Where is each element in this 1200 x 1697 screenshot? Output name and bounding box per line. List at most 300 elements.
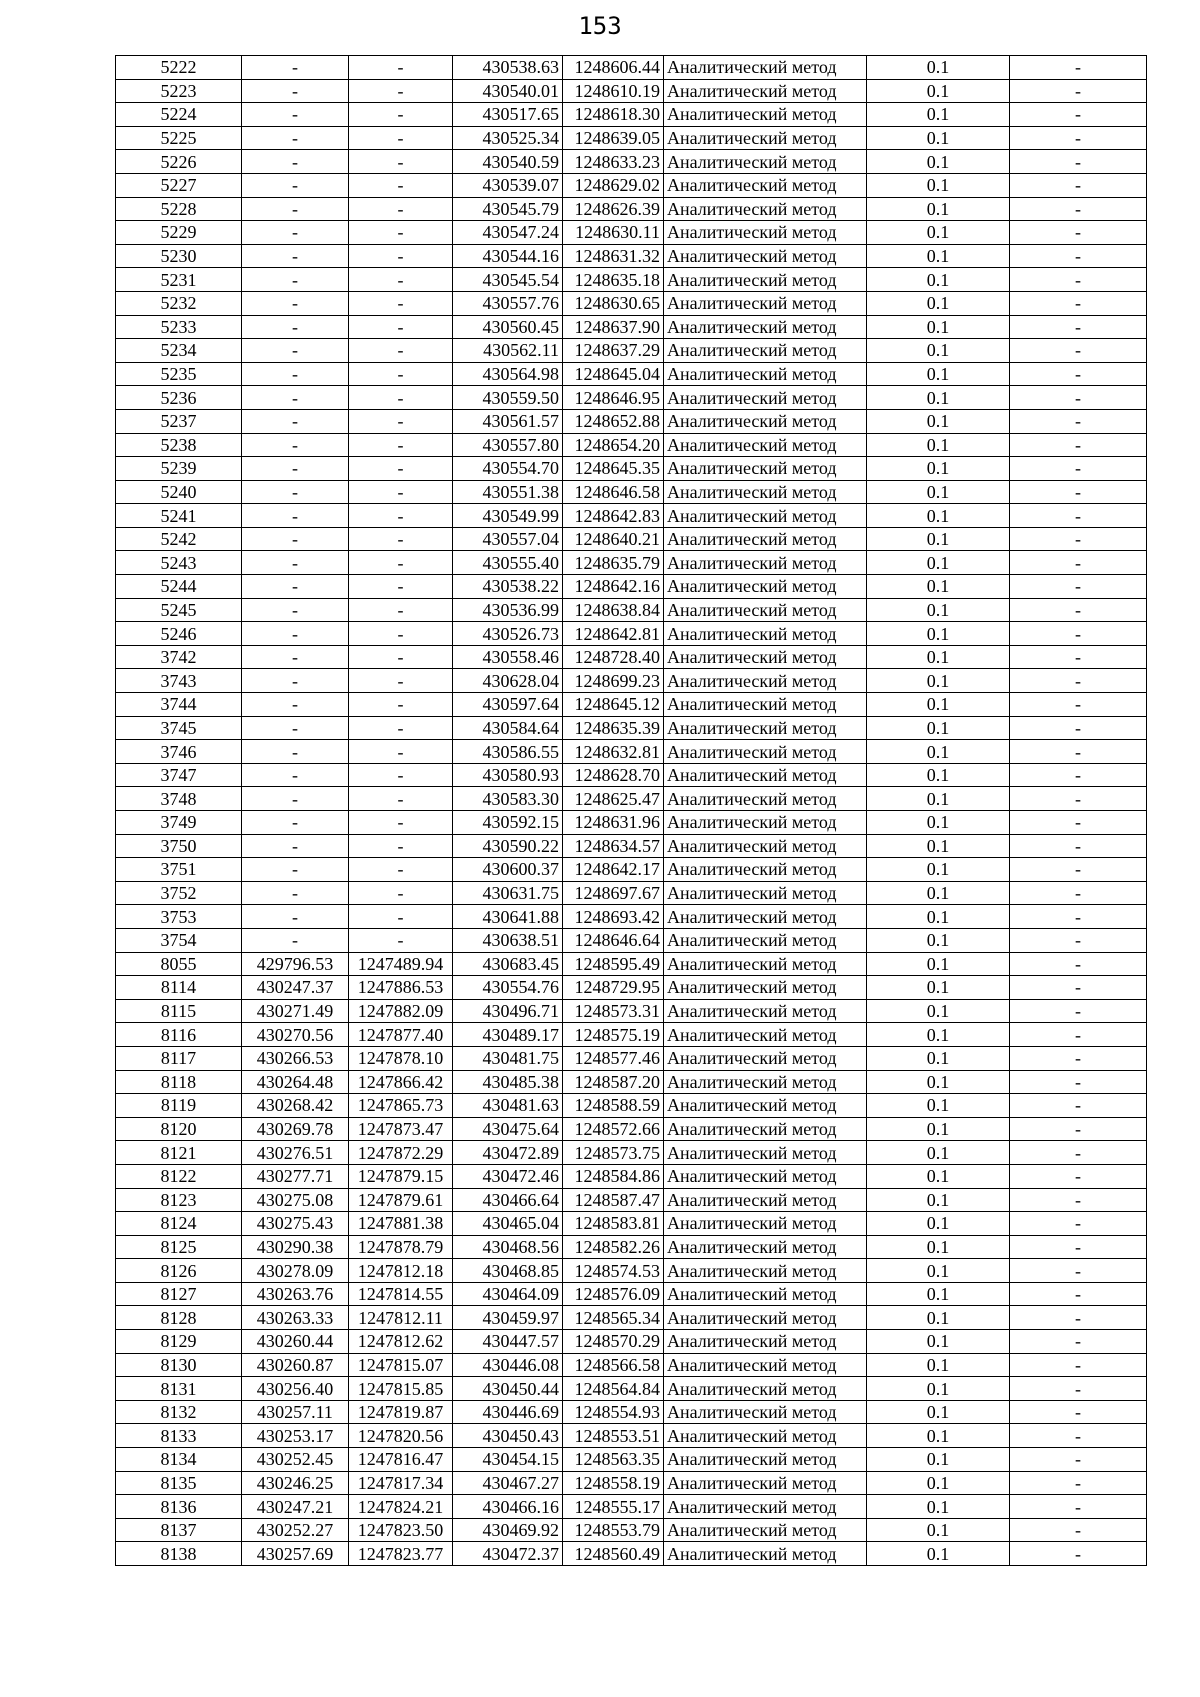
cell-new-x: 430561.57 <box>453 409 563 433</box>
cell-method: Аналитический метод <box>664 999 867 1023</box>
cell-new-x: 430536.99 <box>453 598 563 622</box>
cell-new-x: 430628.04 <box>453 669 563 693</box>
table-row <box>116 928 1147 952</box>
cell-point-number: 5230 <box>116 244 242 268</box>
cell-old-x: - <box>242 622 349 646</box>
table-row <box>116 504 1147 528</box>
cell-point-number: 8121 <box>116 1141 242 1165</box>
cell-old-x: - <box>242 527 349 551</box>
table-row <box>116 1471 1147 1495</box>
cell-new-x: 430597.64 <box>453 693 563 717</box>
cell-method: Аналитический метод <box>664 173 867 197</box>
cell-method: Аналитический метод <box>664 1542 867 1566</box>
cell-old-x: 430253.17 <box>242 1424 349 1448</box>
cell-note: - <box>1010 173 1147 197</box>
cell-point-number: 8116 <box>116 1023 242 1047</box>
cell-accuracy: 0.1 <box>867 103 1010 127</box>
cell-old-x: 430271.49 <box>242 999 349 1023</box>
cell-new-x: 430555.40 <box>453 551 563 575</box>
cell-new-x: 430554.76 <box>453 976 563 1000</box>
cell-note: - <box>1010 1400 1147 1424</box>
cell-note: - <box>1010 952 1147 976</box>
table-row <box>116 1282 1147 1306</box>
cell-method: Аналитический метод <box>664 1330 867 1354</box>
cell-new-x: 430472.37 <box>453 1542 563 1566</box>
cell-old-y: - <box>349 598 453 622</box>
cell-old-y: 1247877.40 <box>349 1023 453 1047</box>
cell-new-y: 1248587.20 <box>563 1070 664 1094</box>
cell-new-y: 1248554.93 <box>563 1400 664 1424</box>
table-row <box>116 362 1147 386</box>
cell-old-y: 1247812.18 <box>349 1259 453 1283</box>
table-row <box>116 1070 1147 1094</box>
table-row <box>116 1448 1147 1472</box>
cell-old-y: - <box>349 197 453 221</box>
cell-old-x: 430275.08 <box>242 1188 349 1212</box>
cell-note: - <box>1010 1495 1147 1519</box>
cell-accuracy: 0.1 <box>867 1259 1010 1283</box>
cell-accuracy: 0.1 <box>867 952 1010 976</box>
cell-method: Аналитический метод <box>664 457 867 481</box>
table-row <box>116 1518 1147 1542</box>
table-row <box>116 1542 1147 1566</box>
cell-point-number: 5240 <box>116 480 242 504</box>
cell-accuracy: 0.1 <box>867 1330 1010 1354</box>
cell-old-x: - <box>242 787 349 811</box>
table-row <box>116 173 1147 197</box>
cell-note: - <box>1010 716 1147 740</box>
cell-point-number: 5227 <box>116 173 242 197</box>
cell-accuracy: 0.1 <box>867 551 1010 575</box>
cell-new-x: 430525.34 <box>453 126 563 150</box>
cell-old-y: - <box>349 811 453 835</box>
cell-old-y: 1247873.47 <box>349 1117 453 1141</box>
cell-method: Аналитический метод <box>664 1117 867 1141</box>
table-row <box>116 905 1147 929</box>
cell-new-x: 430465.04 <box>453 1212 563 1236</box>
cell-new-y: 1248577.46 <box>563 1046 664 1070</box>
cell-new-y: 1248631.96 <box>563 811 664 835</box>
cell-method: Аналитический метод <box>664 1094 867 1118</box>
cell-note: - <box>1010 221 1147 245</box>
cell-new-x: 430496.71 <box>453 999 563 1023</box>
cell-new-y: 1248572.66 <box>563 1117 664 1141</box>
cell-point-number: 8131 <box>116 1377 242 1401</box>
cell-point-number: 3744 <box>116 693 242 717</box>
table-row <box>116 1353 1147 1377</box>
cell-method: Аналитический метод <box>664 433 867 457</box>
cell-old-x: 430247.37 <box>242 976 349 1000</box>
cell-accuracy: 0.1 <box>867 1306 1010 1330</box>
cell-method: Аналитический метод <box>664 1070 867 1094</box>
cell-old-x: 430275.43 <box>242 1212 349 1236</box>
cell-method: Аналитический метод <box>664 315 867 339</box>
cell-accuracy: 0.1 <box>867 787 1010 811</box>
cell-method: Аналитический метод <box>664 1188 867 1212</box>
cell-note: - <box>1010 858 1147 882</box>
cell-new-x: 430558.46 <box>453 645 563 669</box>
cell-point-number: 3750 <box>116 834 242 858</box>
cell-old-x: - <box>242 598 349 622</box>
cell-new-x: 430446.69 <box>453 1400 563 1424</box>
cell-old-x: - <box>242 339 349 363</box>
cell-old-x: 430270.56 <box>242 1023 349 1047</box>
table-row <box>116 56 1147 80</box>
cell-accuracy: 0.1 <box>867 1023 1010 1047</box>
table-row <box>116 1164 1147 1188</box>
cell-old-y: - <box>349 433 453 457</box>
cell-new-y: 1248631.32 <box>563 244 664 268</box>
cell-method: Аналитический метод <box>664 1400 867 1424</box>
cell-old-y: - <box>349 221 453 245</box>
cell-old-y: - <box>349 504 453 528</box>
table-row <box>116 1212 1147 1236</box>
cell-new-y: 1248573.31 <box>563 999 664 1023</box>
cell-note: - <box>1010 787 1147 811</box>
cell-new-x: 430464.09 <box>453 1282 563 1306</box>
cell-method: Аналитический метод <box>664 1141 867 1165</box>
cell-new-y: 1248642.17 <box>563 858 664 882</box>
cell-new-x: 430551.38 <box>453 480 563 504</box>
cell-old-y: 1247820.56 <box>349 1424 453 1448</box>
cell-new-y: 1248610.19 <box>563 79 664 103</box>
cell-new-y: 1248587.47 <box>563 1188 664 1212</box>
cell-method: Аналитический метод <box>664 1377 867 1401</box>
cell-method: Аналитический метод <box>664 1518 867 1542</box>
table-row <box>116 811 1147 835</box>
cell-new-y: 1248646.64 <box>563 928 664 952</box>
cell-note: - <box>1010 1471 1147 1495</box>
cell-point-number: 3747 <box>116 763 242 787</box>
cell-method: Аналитический метод <box>664 905 867 929</box>
cell-old-x: 430290.38 <box>242 1235 349 1259</box>
cell-accuracy: 0.1 <box>867 362 1010 386</box>
cell-new-x: 430468.56 <box>453 1235 563 1259</box>
cell-old-y: 1247819.87 <box>349 1400 453 1424</box>
cell-point-number: 8130 <box>116 1353 242 1377</box>
cell-note: - <box>1010 1023 1147 1047</box>
cell-new-x: 430472.46 <box>453 1164 563 1188</box>
table-row <box>116 1023 1147 1047</box>
cell-accuracy: 0.1 <box>867 1518 1010 1542</box>
cell-point-number: 8134 <box>116 1448 242 1472</box>
cell-point-number: 5239 <box>116 457 242 481</box>
cell-note: - <box>1010 1306 1147 1330</box>
cell-method: Аналитический метод <box>664 291 867 315</box>
cell-method: Аналитический метод <box>664 1164 867 1188</box>
table-row <box>116 339 1147 363</box>
cell-note: - <box>1010 1259 1147 1283</box>
cell-new-x: 430489.17 <box>453 1023 563 1047</box>
table-row <box>116 527 1147 551</box>
cell-old-x: 430268.42 <box>242 1094 349 1118</box>
cell-note: - <box>1010 291 1147 315</box>
cell-new-x: 430557.80 <box>453 433 563 457</box>
cell-accuracy: 0.1 <box>867 79 1010 103</box>
table-row <box>116 1424 1147 1448</box>
cell-new-y: 1248646.95 <box>563 386 664 410</box>
cell-accuracy: 0.1 <box>867 1094 1010 1118</box>
table-row <box>116 1094 1147 1118</box>
cell-accuracy: 0.1 <box>867 433 1010 457</box>
cell-old-y: - <box>349 575 453 599</box>
cell-old-x: - <box>242 834 349 858</box>
cell-point-number: 5224 <box>116 103 242 127</box>
cell-new-x: 430545.54 <box>453 268 563 292</box>
cell-new-y: 1248584.86 <box>563 1164 664 1188</box>
cell-point-number: 3754 <box>116 928 242 952</box>
cell-note: - <box>1010 1424 1147 1448</box>
cell-point-number: 8117 <box>116 1046 242 1070</box>
table-row <box>116 693 1147 717</box>
cell-accuracy: 0.1 <box>867 56 1010 80</box>
cell-note: - <box>1010 669 1147 693</box>
table-body <box>116 56 1147 1566</box>
table-row <box>116 480 1147 504</box>
cell-note: - <box>1010 551 1147 575</box>
cell-old-y: - <box>349 881 453 905</box>
cell-old-y: 1247823.50 <box>349 1518 453 1542</box>
cell-point-number: 8135 <box>116 1471 242 1495</box>
cell-new-x: 430466.64 <box>453 1188 563 1212</box>
cell-old-y: 1247866.42 <box>349 1070 453 1094</box>
cell-note: - <box>1010 457 1147 481</box>
table-row <box>116 79 1147 103</box>
cell-new-y: 1248646.58 <box>563 480 664 504</box>
cell-accuracy: 0.1 <box>867 244 1010 268</box>
cell-method: Аналитический метод <box>664 1353 867 1377</box>
cell-note: - <box>1010 598 1147 622</box>
cell-new-x: 430540.01 <box>453 79 563 103</box>
cell-new-x: 430472.89 <box>453 1141 563 1165</box>
cell-note: - <box>1010 386 1147 410</box>
cell-point-number: 8115 <box>116 999 242 1023</box>
cell-old-y: - <box>349 291 453 315</box>
cell-note: - <box>1010 881 1147 905</box>
cell-old-x: 430263.33 <box>242 1306 349 1330</box>
cell-new-y: 1248642.16 <box>563 575 664 599</box>
cell-point-number: 3742 <box>116 645 242 669</box>
cell-old-y: - <box>349 150 453 174</box>
cell-old-x: 430257.69 <box>242 1542 349 1566</box>
cell-point-number: 5244 <box>116 575 242 599</box>
table-row <box>116 740 1147 764</box>
cell-old-y: - <box>349 457 453 481</box>
table-row <box>116 1400 1147 1424</box>
cell-old-y: - <box>349 103 453 127</box>
cell-accuracy: 0.1 <box>867 457 1010 481</box>
cell-new-y: 1248729.95 <box>563 976 664 1000</box>
cell-old-y: - <box>349 126 453 150</box>
cell-point-number: 5241 <box>116 504 242 528</box>
cell-new-y: 1248618.30 <box>563 103 664 127</box>
cell-accuracy: 0.1 <box>867 622 1010 646</box>
cell-accuracy: 0.1 <box>867 1117 1010 1141</box>
cell-note: - <box>1010 79 1147 103</box>
cell-old-y: - <box>349 693 453 717</box>
cell-new-y: 1248563.35 <box>563 1448 664 1472</box>
cell-new-y: 1248645.12 <box>563 693 664 717</box>
cell-new-x: 430538.22 <box>453 575 563 599</box>
cell-accuracy: 0.1 <box>867 740 1010 764</box>
table-row <box>116 457 1147 481</box>
cell-new-x: 430600.37 <box>453 858 563 882</box>
cell-old-x: - <box>242 409 349 433</box>
cell-new-y: 1248637.90 <box>563 315 664 339</box>
table-row <box>116 1259 1147 1283</box>
cell-method: Аналитический метод <box>664 787 867 811</box>
table-row <box>116 1330 1147 1354</box>
cell-old-y: 1247878.10 <box>349 1046 453 1070</box>
cell-accuracy: 0.1 <box>867 291 1010 315</box>
cell-note: - <box>1010 1094 1147 1118</box>
cell-old-y: 1247879.15 <box>349 1164 453 1188</box>
cell-method: Аналитический метод <box>664 622 867 646</box>
cell-old-y: 1247886.53 <box>349 976 453 1000</box>
cell-new-y: 1248564.84 <box>563 1377 664 1401</box>
cell-method: Аналитический метод <box>664 693 867 717</box>
cell-note: - <box>1010 740 1147 764</box>
cell-point-number: 8119 <box>116 1094 242 1118</box>
cell-old-x: - <box>242 905 349 929</box>
cell-note: - <box>1010 1070 1147 1094</box>
table-row <box>116 858 1147 882</box>
cell-method: Аналитический метод <box>664 221 867 245</box>
cell-method: Аналитический метод <box>664 409 867 433</box>
cell-method: Аналитический метод <box>664 1495 867 1519</box>
cell-note: - <box>1010 976 1147 1000</box>
cell-old-y: - <box>349 56 453 80</box>
cell-point-number: 8118 <box>116 1070 242 1094</box>
cell-accuracy: 0.1 <box>867 221 1010 245</box>
cell-new-y: 1248699.23 <box>563 669 664 693</box>
table-row <box>116 409 1147 433</box>
table-row <box>116 433 1147 457</box>
cell-point-number: 3743 <box>116 669 242 693</box>
cell-old-x: 430246.25 <box>242 1471 349 1495</box>
cell-old-y: - <box>349 905 453 929</box>
cell-point-number: 5231 <box>116 268 242 292</box>
cell-accuracy: 0.1 <box>867 386 1010 410</box>
cell-method: Аналитический метод <box>664 527 867 551</box>
cell-new-x: 430526.73 <box>453 622 563 646</box>
cell-point-number: 8127 <box>116 1282 242 1306</box>
cell-note: - <box>1010 999 1147 1023</box>
cell-accuracy: 0.1 <box>867 480 1010 504</box>
cell-point-number: 3752 <box>116 881 242 905</box>
cell-method: Аналитический метод <box>664 1046 867 1070</box>
table-row <box>116 881 1147 905</box>
cell-method: Аналитический метод <box>664 1212 867 1236</box>
cell-new-y: 1248728.40 <box>563 645 664 669</box>
cell-accuracy: 0.1 <box>867 598 1010 622</box>
cell-method: Аналитический метод <box>664 716 867 740</box>
cell-method: Аналитический метод <box>664 362 867 386</box>
table-row <box>116 244 1147 268</box>
cell-accuracy: 0.1 <box>867 811 1010 835</box>
cell-accuracy: 0.1 <box>867 1141 1010 1165</box>
cell-old-y: 1247489.94 <box>349 952 453 976</box>
cell-old-y: 1247872.29 <box>349 1141 453 1165</box>
cell-point-number: 5223 <box>116 79 242 103</box>
cell-point-number: 8132 <box>116 1400 242 1424</box>
cell-new-x: 430544.16 <box>453 244 563 268</box>
cell-new-x: 430485.38 <box>453 1070 563 1094</box>
cell-old-y: 1247823.77 <box>349 1542 453 1566</box>
cell-new-y: 1248645.04 <box>563 362 664 386</box>
cell-new-x: 430450.43 <box>453 1424 563 1448</box>
cell-new-x: 430450.44 <box>453 1377 563 1401</box>
cell-accuracy: 0.1 <box>867 527 1010 551</box>
cell-new-y: 1248625.47 <box>563 787 664 811</box>
cell-point-number: 8120 <box>116 1117 242 1141</box>
cell-old-x: - <box>242 126 349 150</box>
table-row <box>116 386 1147 410</box>
cell-old-y: - <box>349 858 453 882</box>
table-row <box>116 315 1147 339</box>
table-row <box>116 126 1147 150</box>
cell-method: Аналитический метод <box>664 740 867 764</box>
cell-point-number: 8128 <box>116 1306 242 1330</box>
cell-old-x: 429796.53 <box>242 952 349 976</box>
cell-method: Аналитический метод <box>664 339 867 363</box>
cell-new-x: 430557.76 <box>453 291 563 315</box>
cell-point-number: 8138 <box>116 1542 242 1566</box>
cell-accuracy: 0.1 <box>867 669 1010 693</box>
table-row <box>116 1188 1147 1212</box>
cell-new-x: 430454.15 <box>453 1448 563 1472</box>
cell-old-x: - <box>242 56 349 80</box>
cell-point-number: 5232 <box>116 291 242 315</box>
cell-note: - <box>1010 527 1147 551</box>
cell-old-y: - <box>349 480 453 504</box>
cell-accuracy: 0.1 <box>867 928 1010 952</box>
cell-note: - <box>1010 575 1147 599</box>
cell-new-x: 430475.64 <box>453 1117 563 1141</box>
cell-method: Аналитический метод <box>664 598 867 622</box>
cell-note: - <box>1010 480 1147 504</box>
cell-old-x: - <box>242 504 349 528</box>
cell-new-y: 1248583.81 <box>563 1212 664 1236</box>
table-row <box>116 645 1147 669</box>
cell-old-y: 1247815.07 <box>349 1353 453 1377</box>
cell-old-y: - <box>349 622 453 646</box>
cell-method: Аналитический метод <box>664 504 867 528</box>
cell-old-y: 1247814.55 <box>349 1282 453 1306</box>
cell-new-y: 1248630.11 <box>563 221 664 245</box>
cell-new-x: 430590.22 <box>453 834 563 858</box>
cell-new-x: 430638.51 <box>453 928 563 952</box>
cell-point-number: 5222 <box>116 56 242 80</box>
cell-method: Аналитический метод <box>664 1235 867 1259</box>
cell-new-x: 430560.45 <box>453 315 563 339</box>
cell-method: Аналитический метод <box>664 811 867 835</box>
table-row <box>116 268 1147 292</box>
cell-note: - <box>1010 1353 1147 1377</box>
cell-new-x: 430641.88 <box>453 905 563 929</box>
cell-note: - <box>1010 1164 1147 1188</box>
cell-method: Аналитический метод <box>664 1259 867 1283</box>
cell-old-x: 430266.53 <box>242 1046 349 1070</box>
cell-old-y: - <box>349 645 453 669</box>
cell-old-y: - <box>349 716 453 740</box>
cell-new-x: 430545.79 <box>453 197 563 221</box>
cell-accuracy: 0.1 <box>867 645 1010 669</box>
cell-note: - <box>1010 197 1147 221</box>
cell-accuracy: 0.1 <box>867 409 1010 433</box>
cell-accuracy: 0.1 <box>867 716 1010 740</box>
table-row <box>116 1235 1147 1259</box>
